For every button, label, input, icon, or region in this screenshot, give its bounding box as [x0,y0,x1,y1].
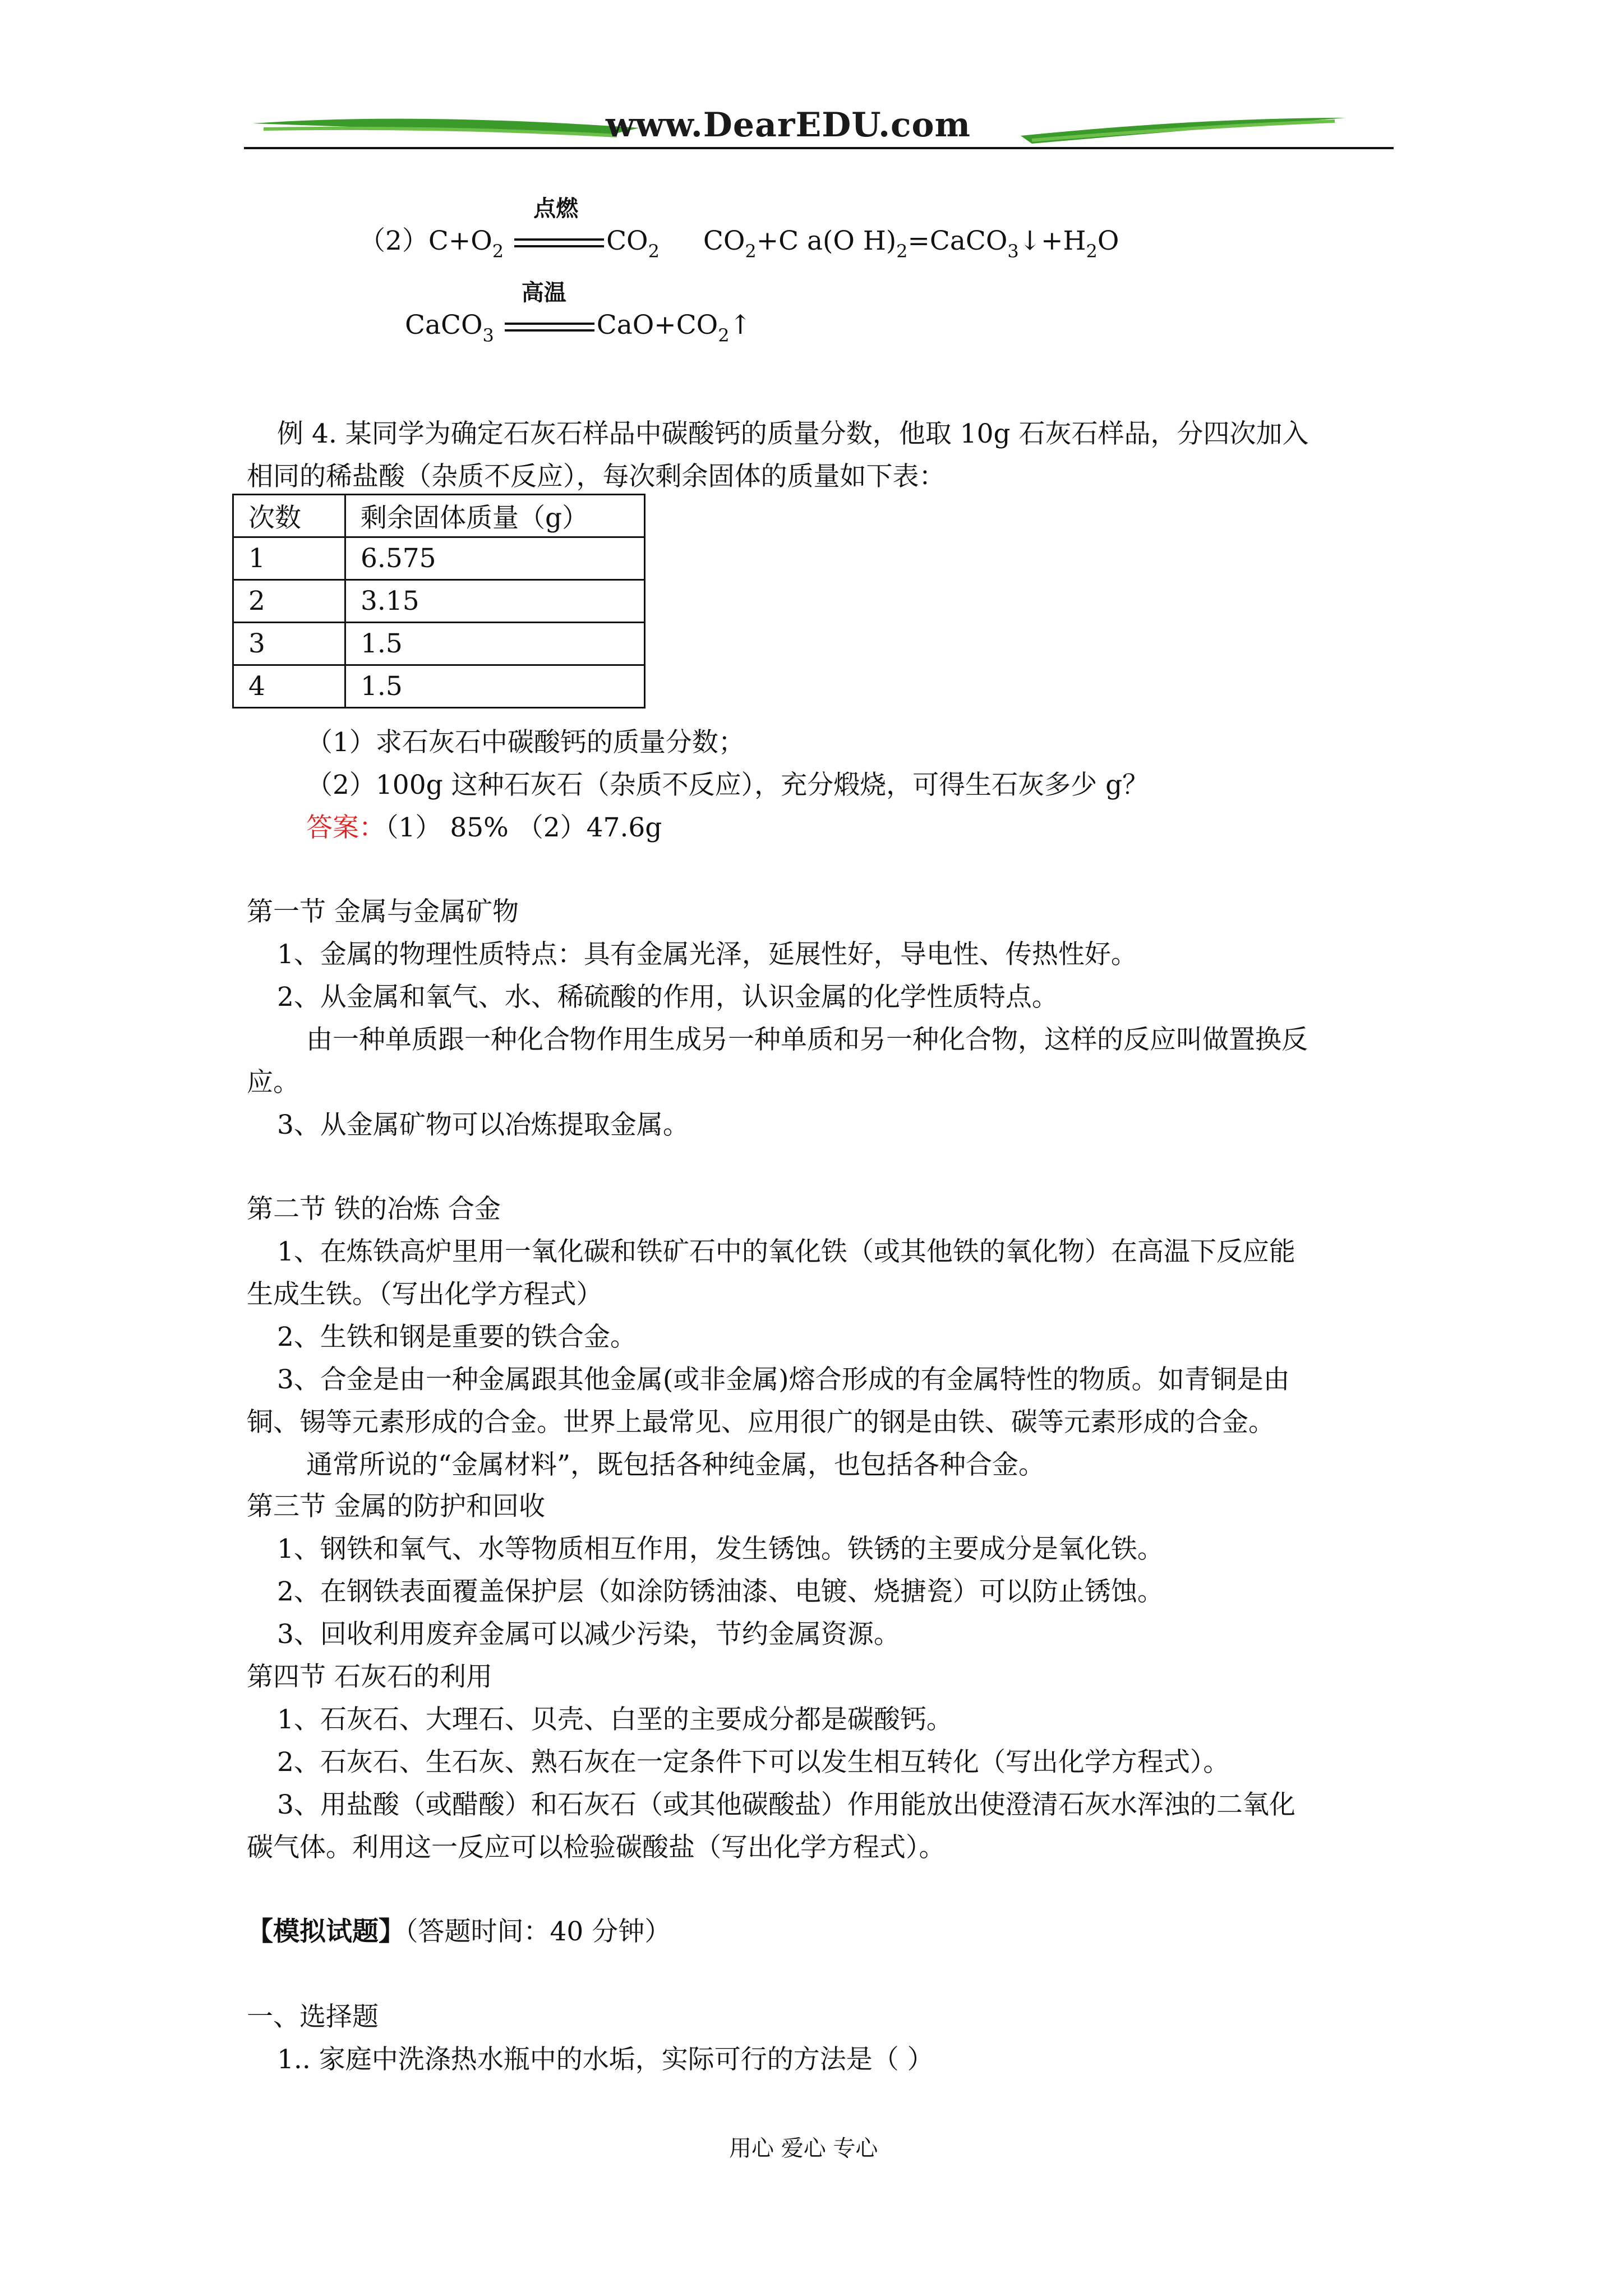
table-cell: 1.5 [345,665,645,708]
eq1-condition: 点燃 [533,196,579,222]
section4-item-2: 2、石灰石、生石灰、熟石灰在一定条件下可以发生相互转化（写出化学方程式）。 [277,1747,1230,1778]
logo-text: www.DearEDU.com [606,105,971,145]
eq1-sub-co2: 2 [648,241,660,262]
equation-line-1 [359,196,1119,262]
table-cell: 1 [233,537,345,580]
example4-answer [306,811,662,845]
eq1-sub-o2: 2 [492,241,504,262]
eq3-reactant: CaCO [405,310,483,341]
eq3-product: CaO+CO [596,310,718,341]
eq3-sub-3: 3 [482,325,494,346]
section3-item-3: 3、回收利用废弃金属可以减少污染，节约金属资源。 [277,1619,900,1650]
eq1-equal-sign [514,238,604,247]
section2-item-1a: 1、在炼铁高炉里用一氧化碳和铁矿石中的氧化铁（或其他铁的氧化物）在高温下反应能 [277,1236,1295,1267]
section4-item-1: 1、石灰石、大理石、贝壳、白垩的主要成分都是碳酸钙。 [277,1704,953,1735]
table-cell: 3 [233,623,345,665]
section1-title: 第一节 金属与金属矿物 [247,896,519,927]
eq2-part-d: ↓+H [1018,226,1086,256]
mass-table [232,494,645,708]
example4-line1: 例 4. 某同学为确定石灰石样品中碳酸钙的质量分数，他取 10g 石灰石样品，分四次加入 [277,418,1309,449]
table-row [233,537,645,580]
example4-question-2: （2）100g 这种石灰石（杂质不反应），充分煅烧，可得生石灰多少 g？ [306,770,1149,800]
example4-line2: 相同的稀盐酸（杂质不反应），每次剩余固体的质量如下表： [247,461,946,492]
table-cell: 1.5 [345,623,645,665]
exam-title-bold: 【模拟试题】 [247,1916,405,1947]
eq3-condition: 高温 [521,280,566,306]
table-cell: 6.575 [345,537,645,580]
section4-item-3b: 碳气体。利用这一反应可以检验碳酸盐（写出化学方程式）。 [247,1832,946,1863]
eq3-sub-2: 2 [718,325,730,346]
eq2-part-a: CO [703,226,745,256]
header-rule [244,147,1394,149]
table-header-cell: 剩余固体质量（g） [345,495,645,537]
section1-item-3: 3、从金属矿物可以冶炼提取金属。 [277,1110,689,1140]
equation-line-2 [405,280,751,346]
eq2-sub-3: 3 [1007,241,1019,262]
eq2-sub-1: 2 [745,241,757,262]
exam-question-1: 1.. 家庭中洗涤热水瓶中的水垢，实际可行的方法是（ ） [277,2044,934,2075]
eq2-part-b: +C a(O H) [756,226,897,256]
section2-item-1b: 生成生铁。（写出化学方程式） [247,1279,603,1310]
example4-question-1: （1）求石灰石中碳酸钙的质量分数； [306,727,745,758]
exam-title-rest: （答题时间：40 分钟） [405,1916,671,1947]
eq1-product: CO [606,226,648,256]
table-cell: 3.15 [345,580,645,623]
table-cell: 2 [233,580,345,623]
header-logo [247,101,1391,163]
table-header-row [233,495,645,537]
section2-item-2: 2、生铁和钢是重要的铁合金。 [277,1322,637,1352]
table-row [233,665,645,708]
table-cell: 4 [233,665,345,708]
section1-item-2: 2、从金属和氧气、水、稀硫酸的作用，认识金属的化学性质特点。 [277,982,1058,1013]
section4-title: 第四节 石灰石的利用 [247,1662,492,1692]
eq2-sub-4: 2 [1086,241,1098,262]
section3-title: 第三节 金属的防护和回收 [247,1491,545,1522]
section2-item-3a: 3、合金是由一种金属跟其他金属(或非金属)熔合形成的有金属特性的物质。如青铜是由 [277,1364,1290,1395]
section1-item-1: 1、金属的物理性质特点：具有金属光泽，延展性好，导电性、传热性好。 [277,939,1137,970]
eq3-arrow: ↑ [729,310,751,341]
section3-item-2: 2、在钢铁表面覆盖保护层（如涂防锈油漆、电镀、烧搪瓷）可以防止锈蚀。 [277,1576,1164,1607]
answer-label: 答案： [306,812,385,843]
footer-text: 用心 爱心 专心 [729,2136,878,2161]
table-header-cell: 次数 [233,495,345,537]
eq2-part-e: O [1097,226,1119,256]
eq2-sub-2: 2 [896,241,908,262]
exam-part-1: 一、选择题 [247,2001,379,2032]
section1-paragraph-a: 由一种单质跟一种化合物作用生成另一种单质和另一种化合物，这样的反应叫做置换反 [306,1024,1308,1055]
eq1-prefix: （2）C+O [359,226,492,256]
eq3-equal-sign [505,323,594,332]
section2-item-3b: 铜、锡等元素形成的合金。世界上最常见、应用很广的钢是由铁、碳等元素形成的合金。 [247,1407,1275,1438]
section2-title: 第二节 铁的冶炼 合金 [247,1194,501,1225]
table-row [233,623,645,665]
answer-text: （1） 85% （2）47.6g [385,812,662,843]
section3-item-1: 1、钢铁和氧气、水等物质相互作用，发生锈蚀。铁锈的主要成分是氧化铁。 [277,1534,1164,1565]
table-row [233,580,645,623]
eq2-part-c: =CaCO [907,226,1008,256]
section4-item-3a: 3、用盐酸（或醋酸）和石灰石（或其他碳酸盐）作用能放出使澄清石灰水浑浊的二氧化 [277,1789,1295,1820]
section1-paragraph-b: 应。 [247,1067,299,1098]
section2-paragraph: 通常所说的“金属材料”，既包括各种纯金属，也包括各种合金。 [306,1450,1045,1480]
exam-title [247,1915,671,1949]
